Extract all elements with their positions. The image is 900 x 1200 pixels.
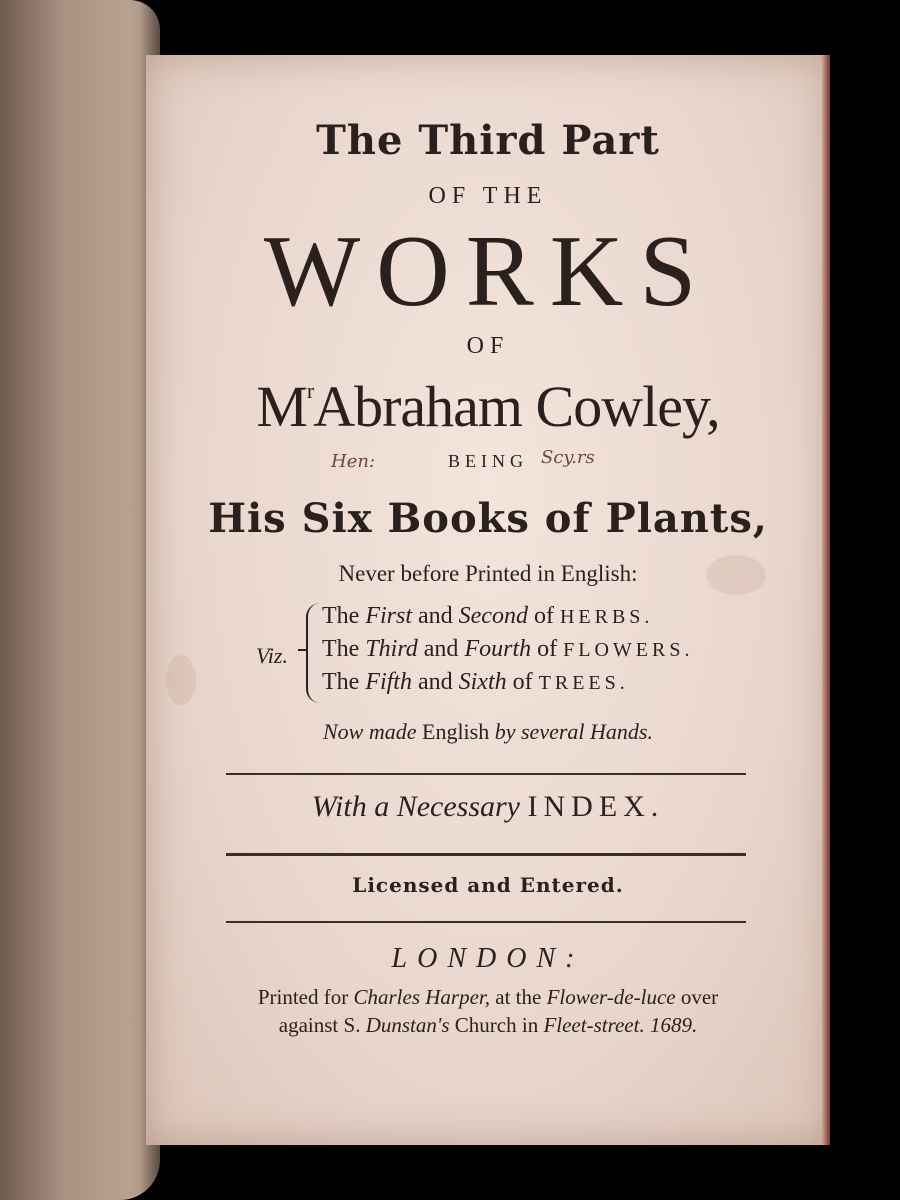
viz-label: Viz.: [256, 643, 288, 668]
heading-blackletter: The Third Part: [316, 117, 660, 164]
being-line: BEING: [448, 451, 528, 471]
six-books-title: His Six Books of Plants,: [208, 495, 768, 542]
handwritten-annotation-left: Hen:: [331, 451, 376, 472]
imprint-line-2: against S. Dunstan's Church in Fleet-street. 1689.: [278, 1013, 698, 1037]
contents-row-flowers: The Third and Fourth of FLOWERS.: [322, 636, 694, 662]
title-page: [146, 55, 830, 1145]
translation-line: Now made English by several Hands.: [323, 719, 653, 744]
handwritten-annotation-right: Scy.rs: [541, 447, 595, 468]
brace-icon: [306, 603, 322, 703]
divider-rule: [226, 921, 746, 923]
author-name-text: Abraham Cowley,: [313, 374, 720, 439]
author-prefix-sup: r: [306, 378, 314, 403]
contents-row-herbs: The First and Second of HERBS.: [322, 603, 654, 629]
index-line: With a Necessary INDEX.: [311, 790, 665, 823]
contents-row-trees: The Fifth and Sixth of TREES.: [322, 669, 629, 695]
foxing-stain: [166, 655, 196, 705]
licensed-line: Licensed and Entered.: [352, 873, 624, 897]
divider-rule: [226, 853, 746, 856]
divider-rule: [226, 773, 746, 775]
facing-page: [0, 0, 160, 1200]
brace-tip-icon: [298, 649, 306, 651]
author-prefix: M: [256, 374, 307, 439]
never-printed-line: Never before Printed in English:: [338, 561, 638, 586]
of-line: OF: [466, 333, 510, 359]
of-the-line: OF THE: [428, 183, 548, 209]
author-name: [146, 373, 830, 440]
imprint-line-1: Printed for Charles Harper, at the Flower-de-luce over: [257, 985, 719, 1009]
imprint-place: LONDON:: [391, 943, 585, 974]
works-title: WORKS: [263, 215, 713, 328]
